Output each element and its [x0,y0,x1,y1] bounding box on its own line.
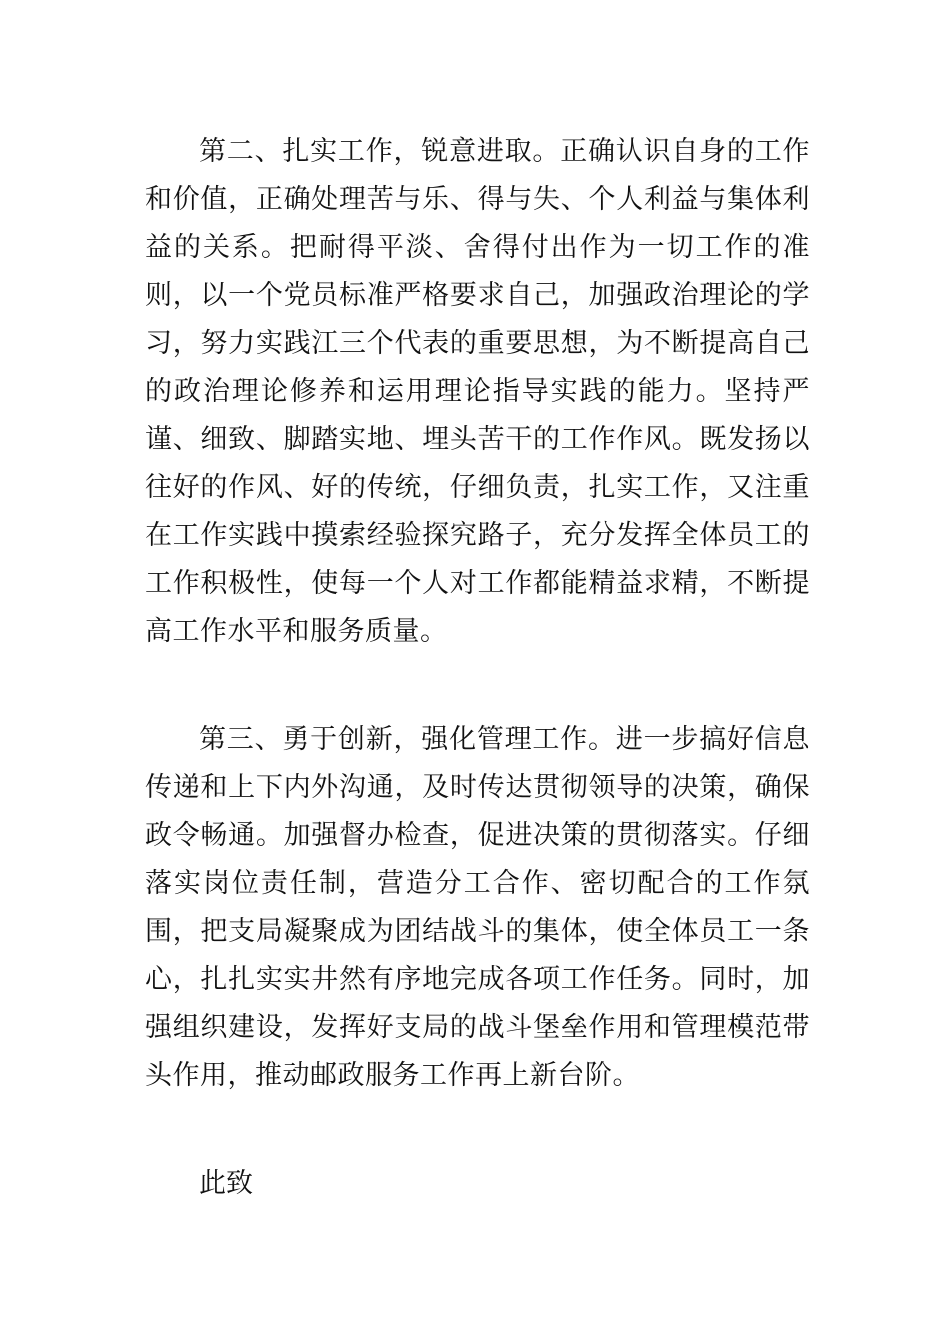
paragraph-2: 第二、扎实工作，锐意进取。正确认识自身的工作和价值，正确处理苦与乐、得与失、个人利益与集体利益的关系。把耐得平淡、舍得付出作为一切工作的准则，以一个党员标准严格要求自己，加强政治理论的学习，努力实践江三个代表的重要思想，为不断提高自己的政治理论修养和运用理论指导实践的能力。坚持严谨、细致、脚踏实地、埋头苦干的工作作风。既发扬以往好的作风、好的传统，仔细负责，扎实工作，又注重在工作实践中摸索经验探究路子，充分发挥全体员工的工作积极性，使每一个人对工作都能精益求精，不断提高工作水平和服务质量。 [145,136,810,647]
paragraph-spacer [145,1100,810,1160]
paragraph-3: 第三、勇于创新，强化管理工作。进一步搞好信息传递和上下内外沟通，及时传达贯彻领导的决策，确保政令畅通。加强督办检查，促进决策的贯彻落实。仔细落实岗位责任制，营造分工合作、密切配合的工作氛围，把支局凝聚成为团结战斗的集体，使全体员工一条心，扎扎实实井然有序地完成各项工作任务。同时，加强组织建设，发挥好支局的战斗堡垒作用和管理模范带头作用，推动邮政服务工作再上新台阶。 [145,724,810,1091]
document-body [145,128,810,1208]
closing-salutation: 此致 [199,1168,253,1199]
paragraph-spacer [145,656,810,716]
